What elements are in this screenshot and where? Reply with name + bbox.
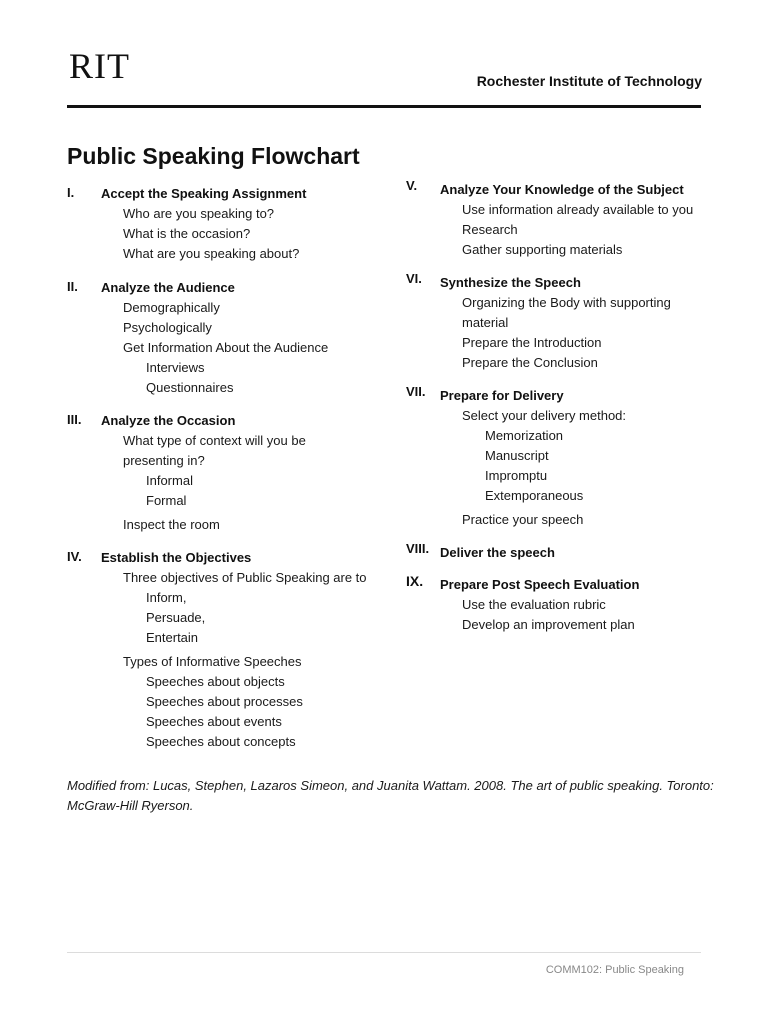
list-item: Demographically [123, 300, 220, 315]
footer-course-label: COMM102: Public Speaking [545, 964, 684, 976]
list-item: material [462, 315, 509, 330]
section-heading: Analyze Your Knowledge of the Subject [440, 182, 684, 197]
list-item: Gather supporting materials [462, 242, 623, 257]
list-subitem: Extemporaneous [485, 488, 584, 503]
list-item: Prepare the Conclusion [462, 355, 598, 370]
list-subitem: Formal [146, 493, 187, 508]
list-item: Types of Informative Speeches [123, 654, 302, 669]
section-numeral: VIII. [406, 541, 430, 556]
list-item: Research [462, 222, 518, 237]
list-item: Practice your speech [462, 512, 584, 527]
list-subitem: Interviews [146, 360, 205, 375]
section-accept-assignment [67, 184, 387, 264]
section-heading: Analyze the Occasion [101, 413, 236, 428]
list-item: What is the occasion? [123, 226, 251, 241]
list-item: Use information already available to you [462, 202, 694, 217]
section-numeral: VII. [406, 384, 426, 399]
list-subitem: Speeches about events [146, 714, 282, 729]
section-heading: Synthesize the Speech [440, 275, 581, 290]
left-column [67, 184, 387, 765]
section-numeral: IV. [67, 549, 82, 564]
list-subitem: Entertain [146, 630, 199, 645]
section-heading: Prepare Post Speech Evaluation [440, 577, 640, 592]
list-item: Three objectives of Public Speaking are to [123, 570, 367, 585]
section-numeral: II. [67, 279, 78, 294]
list-item: Psychologically [123, 320, 212, 335]
list-subitem: Memorization [485, 428, 564, 443]
list-subitem: Speeches about objects [146, 674, 285, 689]
list-item: What type of context will you be [123, 433, 306, 448]
section-heading: Accept the Speaking Assignment [101, 186, 307, 201]
list-item: What are you speaking about? [123, 246, 300, 261]
section-synthesize-speech [406, 273, 726, 373]
list-item: Inspect the room [123, 517, 220, 532]
list-subitem: Informal [146, 473, 193, 488]
list-subitem: Speeches about concepts [146, 734, 296, 749]
section-heading: Deliver the speech [440, 545, 555, 560]
list-item: Who are you speaking to? [123, 206, 275, 221]
section-post-evaluation [406, 575, 726, 635]
section-numeral: V. [406, 178, 418, 193]
section-heading: Establish the Objectives [101, 550, 252, 565]
section-deliver-speech [406, 543, 726, 563]
right-column [406, 180, 726, 648]
section-numeral: VI. [406, 271, 422, 286]
institute-name: Rochester Institute of Technology [476, 73, 702, 89]
list-subitem: Persuade, [146, 610, 206, 625]
citation-note: Modified from: Lucas, Stephen, Lazaros Simeon, and Juanita Wattam. 2008. The art of public speaking. Toronto: McGraw-Hill Ryerson. [67, 778, 714, 813]
section-prepare-delivery [406, 386, 726, 530]
page-title: Public Speaking Flowchart [67, 143, 360, 169]
list-item: Get Information About the Audience [123, 340, 329, 355]
section-analyze-occasion [67, 411, 387, 535]
list-item: Organizing the Body with supporting [462, 295, 671, 310]
list-item: Develop an improvement plan [462, 617, 635, 632]
section-analyze-audience [67, 278, 387, 398]
section-establish-objectives [67, 548, 387, 752]
list-subitem: Questionnaires [146, 380, 234, 395]
section-numeral: III. [67, 412, 82, 427]
list-subitem: Impromptu [485, 468, 548, 483]
section-numeral: I. [67, 185, 75, 200]
list-item: Prepare the Introduction [462, 335, 602, 350]
list-item: Select your delivery method: [462, 408, 627, 423]
section-numeral: IX. [406, 573, 424, 589]
footer-divider [67, 952, 701, 953]
list-item: presenting in? [123, 453, 205, 468]
list-subitem: Manuscript [485, 448, 549, 463]
section-heading: Analyze the Audience [101, 280, 235, 295]
list-item: Use the evaluation rubric [462, 597, 606, 612]
list-subitem: Inform, [146, 590, 187, 605]
section-analyze-knowledge [406, 180, 726, 260]
list-subitem: Speeches about processes [146, 694, 303, 709]
header-divider [67, 105, 701, 108]
rit-logo: RIT [69, 46, 130, 86]
section-heading: Prepare for Delivery [440, 388, 564, 403]
